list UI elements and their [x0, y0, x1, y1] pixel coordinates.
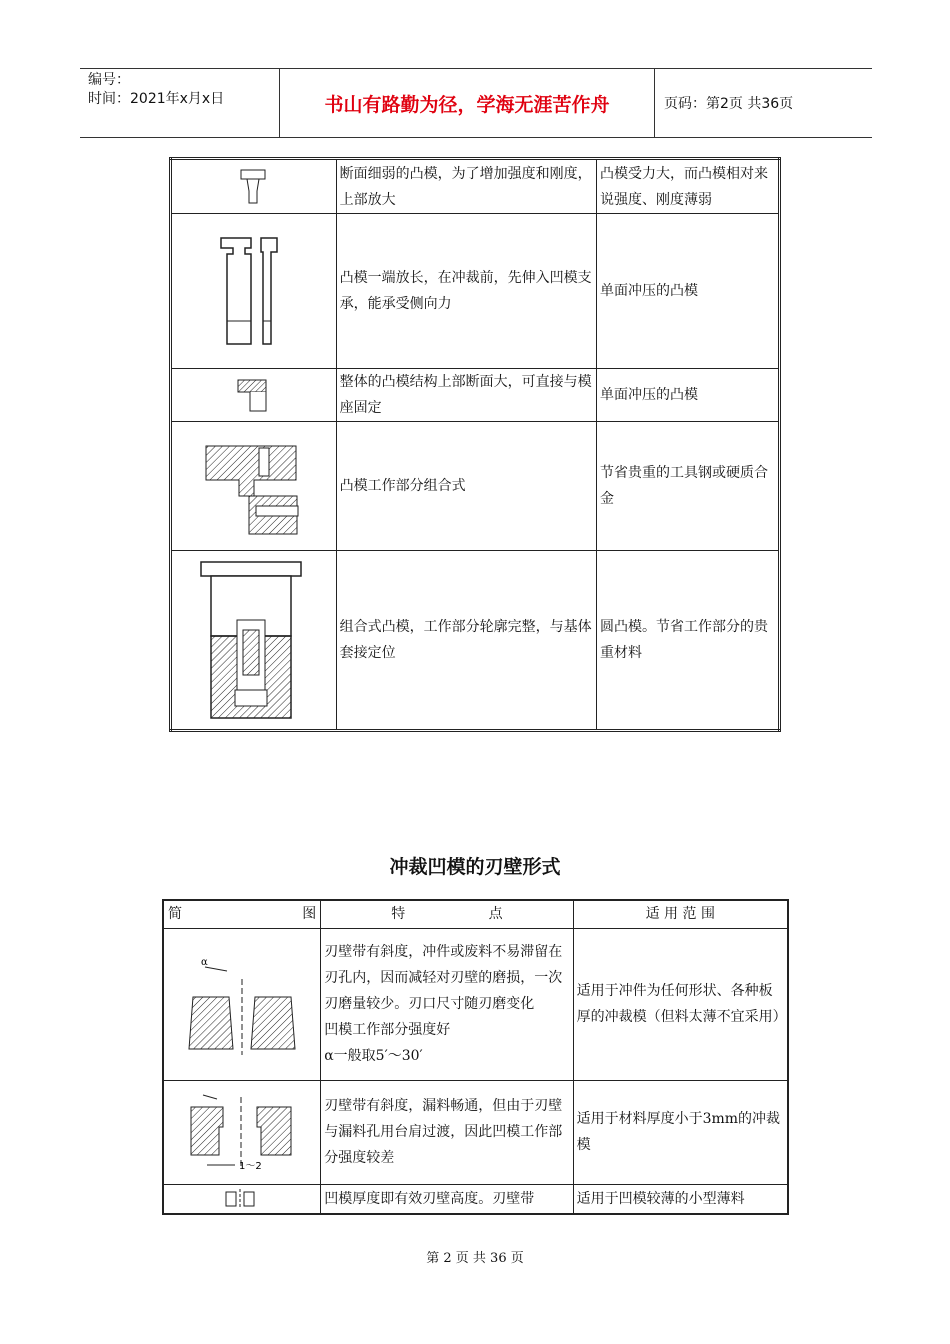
- use-cell: 适用于凹模较薄的小型薄料: [573, 1184, 788, 1214]
- feature-cell: 凸模一端放长，在冲裁前，先伸入凹模支承，能承受侧向力: [336, 214, 596, 369]
- figure-cell: [163, 1184, 321, 1214]
- table-row: [171, 159, 780, 214]
- header-use: 适 用 范 围: [573, 900, 788, 928]
- use-cell: 单面冲压的凸模: [597, 369, 780, 422]
- integral-punch-figure: [236, 377, 272, 413]
- table-header-row: [163, 900, 788, 928]
- header-page-info: 页码：第2页 共36页: [664, 96, 794, 112]
- table-row: [163, 928, 788, 1080]
- header-motto: 书山有路勤为径，学海无涯苦作舟: [280, 69, 655, 137]
- table-row: [171, 369, 780, 422]
- use-cell: 适用于冲件为任何形状、各种板厚的冲裁模（但料太薄不宜采用）: [573, 928, 788, 1080]
- figure-cell: [171, 159, 337, 214]
- header-feature: 特 点: [321, 900, 573, 928]
- long-punch-figure: [219, 236, 289, 346]
- section-title: 冲裁凹模的刃壁形式: [389, 856, 561, 878]
- figure-cell: [171, 214, 337, 369]
- assembled-punch-figure: [199, 560, 309, 720]
- page-footer: 第 2 页 共 36 页: [426, 1251, 524, 1266]
- straight-wall-figure: [222, 1189, 262, 1209]
- feature-cell: 组合式凸模，工作部分轮廓完整，与基体套接定位: [336, 551, 596, 731]
- feature-cell: 凸模工作部分组合式: [336, 422, 596, 551]
- feature-cell: 刃壁带有斜度，漏料畅通，但由于刃壁与漏料孔用台肩过渡，因此凹模工作部分强度较差: [321, 1080, 573, 1184]
- header-meta: [80, 69, 280, 137]
- punch-structure-table: [169, 157, 781, 732]
- header-figure: 简 图: [163, 900, 321, 928]
- figure-cell: [163, 928, 321, 1080]
- figure-cell: [171, 369, 337, 422]
- table-row: [171, 214, 780, 369]
- table-row: [163, 1080, 788, 1184]
- stepped-wall-figure: [187, 1087, 297, 1177]
- alpha-label: α: [201, 957, 208, 968]
- figure-cell: [171, 422, 337, 551]
- use-cell: 圆凸模。节省工作部分的贵重材料: [597, 551, 780, 731]
- time-label: 时间：2021年x月x日: [88, 91, 225, 107]
- tapered-wall-figure: [187, 949, 297, 1059]
- feature-cell: 刃壁带有斜度，冲件或废料不易滞留在刃孔内，因而减轻对刃壁的磨损，一次刃磨量较少。刃口尺寸随刃磨变化 凹模工作部分强度好 α一般取5′～30′: [321, 928, 573, 1080]
- table-row: [171, 551, 780, 731]
- feature-cell: 断面细弱的凸模，为了增加强度和刚度，上部放大: [336, 159, 596, 214]
- thin-punch-figure: [239, 169, 269, 205]
- table-row: [171, 422, 780, 551]
- step-label: 1～2: [239, 1161, 262, 1172]
- figure-cell: [163, 1080, 321, 1184]
- feature-cell: 整体的凸模结构上部断面大，可直接与模座固定: [336, 369, 596, 422]
- use-cell: 单面冲压的凸模: [597, 214, 780, 369]
- use-cell: 节省贵重的工具钢或硬质合金: [597, 422, 780, 551]
- page-header: [80, 68, 872, 138]
- table-row: [163, 1184, 788, 1214]
- feature-cell: 凹模厚度即有效刃壁高度。刃壁带: [321, 1184, 573, 1214]
- figure-cell: [171, 551, 337, 731]
- use-cell: 凸模受力大，而凸模相对来说强度、刚度薄弱: [597, 159, 780, 214]
- composite-punch-figure: [204, 436, 304, 536]
- use-cell: 适用于材料厚度小于3mm的冲裁模: [573, 1080, 788, 1184]
- number-label: 编号：: [88, 72, 130, 88]
- die-wall-table: [162, 899, 789, 1215]
